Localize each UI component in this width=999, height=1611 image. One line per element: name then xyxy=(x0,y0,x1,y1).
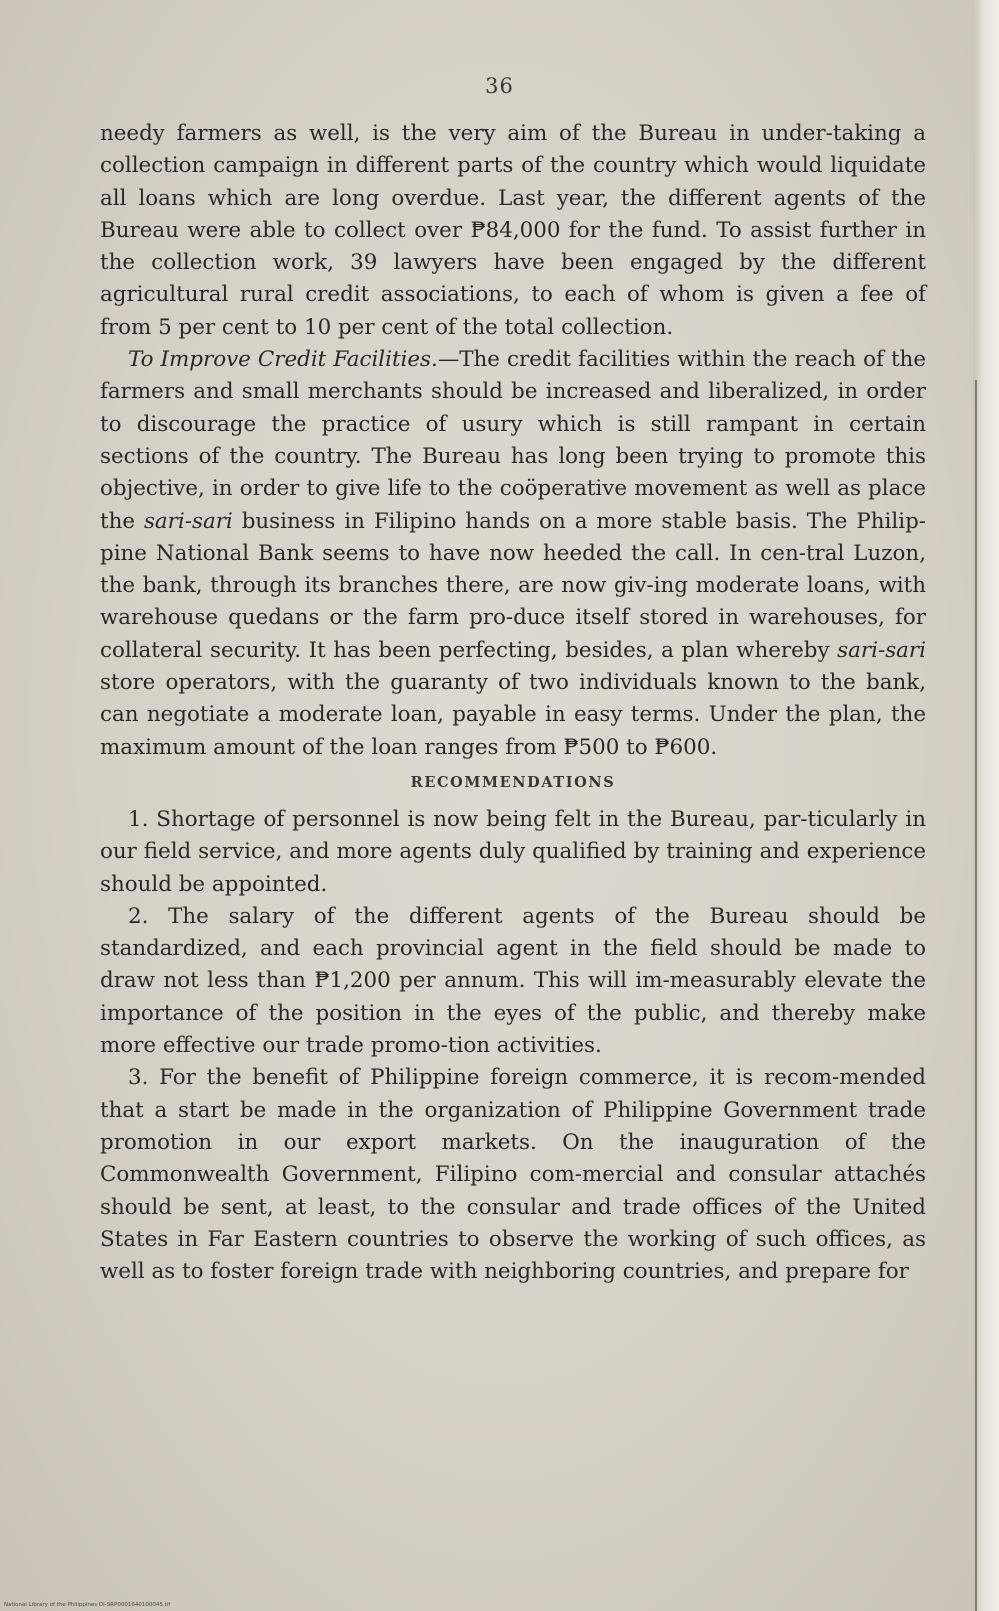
sari-sari-term: sari-sari xyxy=(143,508,233,534)
page-edge xyxy=(973,0,999,1611)
recommendation-1: 1. Shortage of personnel is now being felt in the Bureau, par-ticularly in our field service, and more agents duly qualified by training and experience should be appointed. xyxy=(100,806,926,897)
credit-facilities-text-c: store operators, with the guaranty of two individuals known to the bank, can negotiate a moderate loan, payable in easy terms. Under the plan, the maximum amount of the loan ranges from ₱500 to ₱600. xyxy=(100,670,926,760)
recommendation-3: 3. For the benefit of Philippine foreign commerce, it is recom-mended that a start be made in the organization of Philippine Government trade promotion in our export markets. On the inauguration of the Commonwealth Government, Filipino com-mercial and consular attachés should be sent, at least, to the consular and trade offices of the United States in Far Eastern countries to observe the working of such offices, as well as to foster foreign trade with neighboring countries, and prepare for xyxy=(100,1065,926,1285)
paragraph-credit-facilities xyxy=(100,344,926,764)
section-title-credit-facilities: To Improve Credit Facilities. xyxy=(128,347,438,373)
paragraph-collection-campaign: needy farmers as well, is the very aim of the Bureau in under-taking a collection campaign in different parts of the country which would liquidate all loans which are long overdue. Last year, the different agents of the Bureau were able to collect over ₱84,000 for the fund. To assist further in the collection work, 39 lawyers have been engaged by the different agricultural rural credit associations, to each of whom is given a fee of from 5 per cent to 10 per cent of the total collection. xyxy=(100,121,926,340)
credit-facilities-text-b: business in Filipino hands on a more stable basis. The Philip-pine National Bank seems to have now heeded the call. In cen-tral Luzon, the bank, through its branches there, are now giv-ing moderate loans, with warehouse quedans or the farm pro-duce itself stored in warehouses, for collateral security. It has been perfecting, besides, a plan whereby xyxy=(100,508,926,663)
page-number: 36 xyxy=(485,74,514,98)
scan-footer: National Library of the Philippines DI-SRP0001640100045.tif xyxy=(4,1602,171,1608)
recommendation-2: 2. The salary of the different agents of the Bureau should be standardized, and each provincial agent in the field should be made to draw not less than ₱1,200 per annum. This will im-measurably elevate the importance of the position in the eyes of the public, and thereby make more effective our trade promo-tion activities. xyxy=(100,903,926,1059)
document-body xyxy=(100,118,926,1288)
credit-facilities-text-a: —The credit facilities within the reach of the farmers and small merchants should be increased and liberalized, in order to discourage the practice of usury which is still rampant in certain sections of the country. The Bureau has long been trying to promote this objective, in order to give life to the coöperative movement as well as place the xyxy=(100,347,926,534)
sari-sari-term: sari-sari xyxy=(837,637,926,663)
recommendations-heading: RECOMMENDATIONS xyxy=(410,773,616,791)
